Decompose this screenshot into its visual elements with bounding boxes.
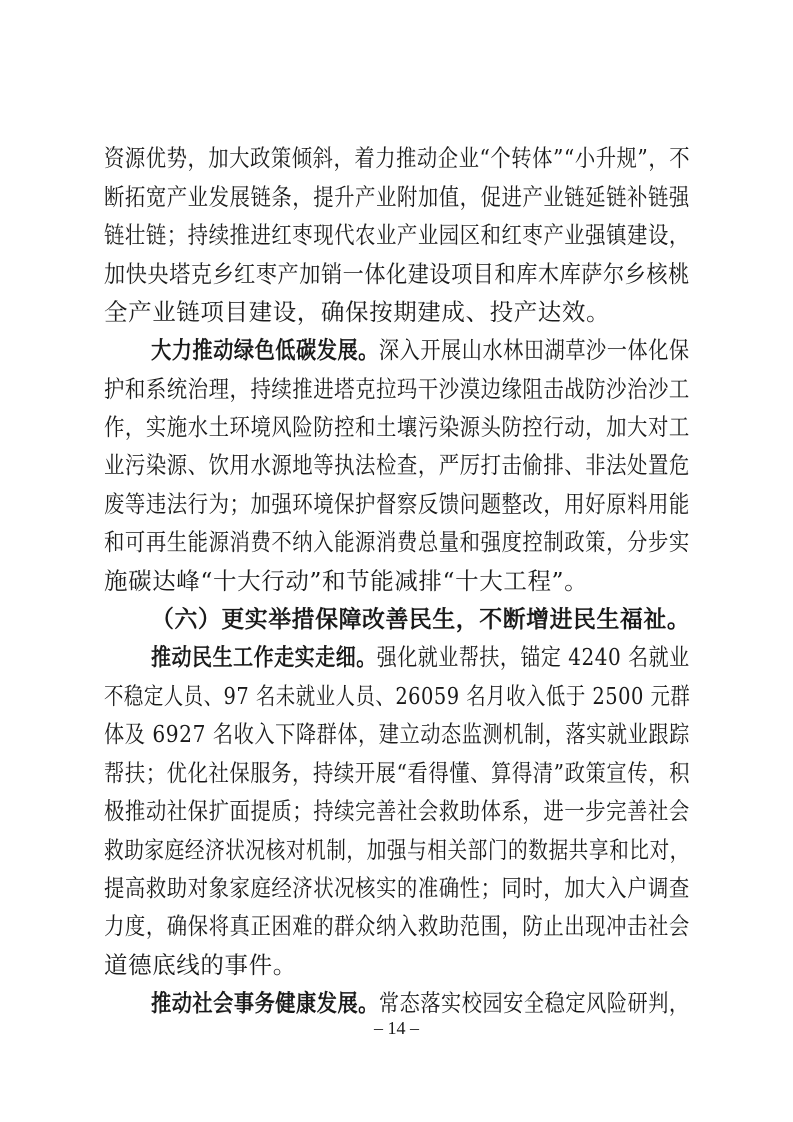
section-heading: 大力推动绿色低碳发展。 [151, 336, 379, 364]
paragraph-start-line: 推动社会事务健康发展。常态落实校园安全稳定风险研判， [151, 989, 690, 1017]
chapter-heading: （六）更实举措保障改善民生，不断增进民生福祉。 [151, 605, 691, 633]
body-line: 废等违法行为；加强环境保护督察反馈问题整改，用好原料用能 [104, 490, 690, 518]
body-line: 护和系统治理，持续推进塔克拉玛干沙漠边缘阻击战防沙治沙工 [104, 375, 690, 403]
body-line: 提高救助对象家庭经济状况核实的准确性；同时，加大入户调查 [104, 874, 690, 902]
body-line: 力度，确保将真正困难的群众纳入救助范围，防止出现冲击社会 [104, 912, 690, 940]
body-line: 加快央塔克乡红枣产加销一体化建设项目和库木库萨尔乡核桃 [104, 260, 690, 288]
section-heading: 推动社会事务健康发展。 [151, 989, 379, 1017]
body-line: 链壮链；持续推进红枣现代农业产业园区和红枣产业强镇建设， [104, 221, 690, 249]
body-line: 帮扶；优化社保服务，持续开展“看得懂、算得清”政策宣传，积 [104, 759, 690, 787]
section-heading: 推动民生工作走实走细。 [151, 643, 377, 671]
body-line: 资源优势，加大政策倾斜，着力推动企业“个转体”“小升规”，不 [104, 144, 691, 172]
body-line: 全产业链项目建设，确保按期建成、投产达效。 [104, 298, 611, 326]
paragraph-start-line: 推动民生工作走实走细。强化就业帮扶，锚定 4240 名就业 [151, 643, 690, 671]
paragraph-start-line: 大力推动绿色低碳发展。深入开展山水林田湖草沙一体化保 [151, 336, 690, 364]
body-line: 道德底线的事件。 [104, 951, 297, 979]
body-line: 和可再生能源消费不纳入能源消费总量和强度控制政策，分步实 [104, 528, 690, 556]
body-line: 极推动社保扩面提质；持续完善社会救助体系，进一步完善社会 [104, 797, 690, 825]
body-line: 不稳定人员、97 名未就业人员、26059 名月收入低于 2500 元群 [104, 682, 691, 710]
body-line: 施碳达峰“十大行动”和节能减排“十大工程”。 [104, 567, 589, 595]
body-line: 救助家庭经济状况核对机制，加强与相关部门的数据共享和比对， [104, 836, 690, 864]
body-line: 作，实施水土环境风险防控和土壤污染源头防控行动，加大对工 [104, 413, 690, 441]
page-number: – 14 – [374, 1018, 419, 1038]
body-line: 体及 6927 名收入下降群体，建立动态监测机制，落实就业跟踪 [104, 720, 690, 748]
body-line: 业污染源、饮用水源地等执法检查，严厉打击偷排、非法处置危 [104, 451, 690, 479]
body-line: 断拓宽产业发展链条，提升产业附加值，促进产业链延链补链强 [104, 183, 690, 211]
